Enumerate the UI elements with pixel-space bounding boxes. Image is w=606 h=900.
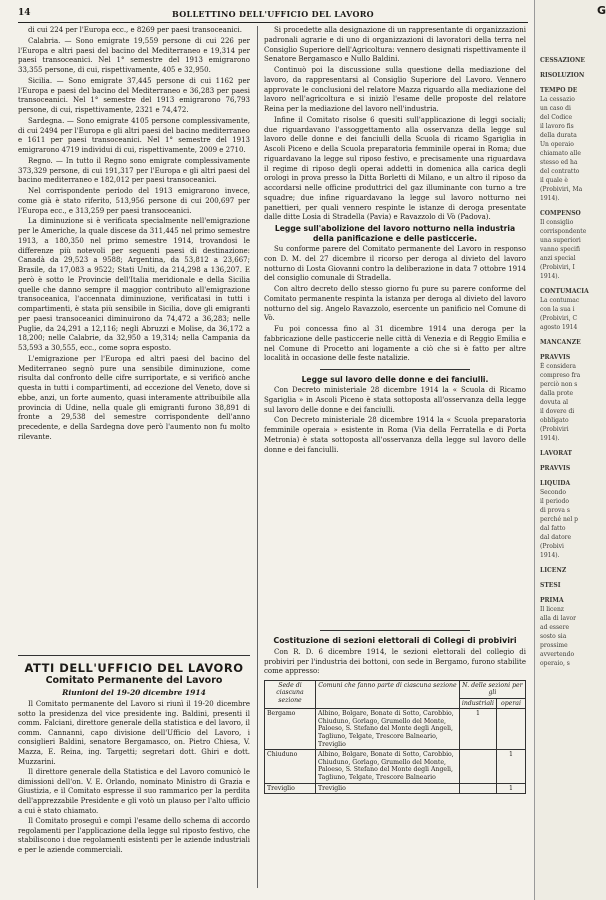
atti-title: ATTI DELL'UFFICIO DEL LAVORO [24, 661, 244, 675]
cell-industriali [459, 750, 496, 783]
elections-section [264, 630, 526, 794]
strip-line: vanno specifi [540, 246, 580, 253]
header-comuni: Comuni che fanno parte di ciascuna sezione [316, 680, 460, 709]
page-number: 14 [18, 8, 31, 18]
strip-line: STESI [540, 582, 561, 589]
paragraph: Con Decreto ministeriale 28 dicembre 1914 la « Scuola di Ricamo Sgariglia » in Ascoli Piceno è stata sottoposta all'osservanza della legge sul lavoro delle donne e dei fanciulli. [264, 386, 526, 414]
cell-comuni: Treviglio [316, 783, 460, 794]
header-industriali: industriali [459, 698, 496, 709]
strip-line: La cessazio [540, 96, 575, 103]
strip-line: stesso ed ha [540, 159, 578, 166]
paragraph: Il Comitato proseguì e compì l'esame dello schema di accordo regolamenti per l'applicazione della legge sul riposto festivo, che stabiliscono i due regolamenti esistenti per le aziende industriali e per le aziende commerciali. [18, 817, 250, 854]
table-row [265, 750, 526, 783]
section-title-women-children: Legge sul lavoro delle donne e dei fanciulli. [301, 375, 489, 384]
strip-line: Il consiglio [540, 219, 574, 226]
strip-line: avvertendo [540, 651, 575, 658]
strip-line: del contratto [540, 168, 580, 175]
strip-line: del Codice [540, 114, 573, 121]
strip-line: PRAVVIS [540, 354, 571, 361]
strip-line: dovuta al [540, 399, 569, 406]
elections-title: Costituzione di sezioni elettorali di Collegi di probiviri [273, 636, 517, 645]
strip-line: prossime [540, 642, 568, 649]
atti-date: Riunioni del 19-20 dicembre 1914 [62, 688, 206, 697]
strip-line: (Probiviri [540, 426, 569, 433]
strip-line: dal datore [540, 534, 572, 541]
strip-line: 1914). [540, 552, 560, 559]
paragraph: Il Comitato permanente del Lavoro si riunì il 19-20 dicembre sotto la presidenza del vice presidente ing. Baldini, presenti il comm. Falciani, direttore generale della statistica e del lavoro, il comm. Cannanni, capo divisione dell'Ufficio del Lavoro, i consiglieri Baldini, senatore Bergamasco, on. Pietro Chiesa, V. Mazza, E. Reina, ing. Targetti; segretari dott. Ghiri e dott. Muzzarini. [18, 700, 250, 766]
left-column [18, 26, 250, 444]
paragraph: Regno. — In tutto il Regno sono emigrate complessivamente 373,329 persone, di cui 191,317 per l'Europa e gli altri paesi del bacino mediterraneo e 182,012 per paesi transoceanici. [18, 156, 250, 185]
strip-line: della durata [540, 132, 577, 139]
cell-sede: Treviglio [265, 783, 316, 794]
strip-line: LIQUIDA [540, 480, 571, 487]
strip-line: una superiori [540, 237, 581, 244]
strip-line: È considera [540, 363, 576, 370]
cell-comuni: Albino, Bolgare, Bonate di Sotto, Carobbio, Chiuduno, Gorlago, Grumello del Monte, Paloeso, S. Stefano del Monte degli Angeli, Tagliuno, Telgate, Trescore Balneario, Treviglio [316, 709, 460, 750]
paragraph: La diminuzione si è verificata specialmente nell'emigrazione per le Americhe, la quale discese da 311,445 nel primo semestre 1913, a 180,350 nel primo semestre 1914, trovandosi le differenze più notevoli per seguenti paesi di destinazione: Canadà da 29,523 a 9588; Argentina, da 53,812 a 23,667; Brasile, da 17,083 a 9522; Stati Uniti, da 214,298 a 136,207. E però è sotto le Provincie dell'Italia meridionale e della Sicilia quelle che danno sempre il maggior contributo all'emigrazione transoceanica, l'accennata diminuzione, verificatasi in tutti i compartimenti, è stata più sensibile in Sicilia, dove gli emigranti per paesi transoceanici diminuirono da 74,472 a 36,283; nelle Puglie, da 24,291 a 12,116; negli Abruzzi e Molise, da 36,172 a 18,200; nelle Calabrie, da 32,950 a 19,314; nella Campania da 53,593 a 30,555, ecc., come sopra esposto. [18, 217, 250, 352]
paragraph: Si procedette alla designazione di un rappresentante di organizzazioni padronali agrarie e di uno di organizzazioni di lavoratori della terra nel Consiglio Superiore dell'Agricoltura: vennero designati rispettivamente il Senatore Bergamasco e Nullo Baldini. [264, 26, 526, 64]
cell-operai: 1 [497, 750, 526, 783]
strip-line: Secondo [540, 489, 566, 496]
running-header [18, 6, 528, 23]
paragraph: di cui 224 per l'Europa ecc., e 8269 per paesi transoceanici. [28, 26, 242, 34]
right-top-paragraphs [264, 26, 526, 223]
strip-line: CONTUMACIA [540, 288, 589, 295]
strip-line: Un operaio [540, 141, 574, 148]
header-operai: operai [497, 698, 526, 709]
strip-line: il quale è [540, 177, 568, 184]
atti-section [18, 662, 250, 857]
paragraph: Nel corrispondente periodo del 1913 emigrarono invece, come già è stato riferito, 513,956 persone di cui 200,697 per l'Europa ecc., e 313,259 per paesi transoceanici. [18, 187, 250, 215]
strip-line: PRIMA [540, 597, 564, 604]
strip-line: corrispondente [540, 228, 587, 235]
separator [320, 630, 470, 631]
paragraph: Su conforme parere del Comitato permanente del Lavoro in responso con D. M. del 27 dicembre il ricorso per deroga al divieto del lavoro notturno di Losta Giovanni contro la deliberazione in data 7 ottobre 1914 del consiglio comunale di Stradella. [264, 245, 526, 283]
strip-line: perché nel p [540, 516, 579, 523]
table-row [265, 709, 526, 750]
right-column [264, 26, 526, 456]
strip-line: MANCANZE [540, 339, 581, 346]
strip-line: Il licenz [540, 606, 564, 613]
strip-line: chiamato alle [540, 150, 581, 157]
paragraph: Con altro decreto dello stesso giorno fu pure su parere conforme del Comitato permanente respinta la istanza per deroga al divieto del lavoro notturno del sig. Angelo Ravazzolo, esercente un panificio nel Comune di Vò. [264, 285, 526, 323]
elections-intro: Con R. D. 6 dicembre 1914, le sezioni elettorali del collegio di probiviri per l'industria dei bottoni, con sede in Bergamo, furono stabilite come appresso: [264, 648, 526, 675]
strip-line: LAVORAT [540, 450, 572, 457]
strip-line: (Probiviri, Ma [540, 186, 583, 193]
cell-comuni: Albino, Bolgare, Bonate di Sotto, Carobbio, Chiuduno, Gorlago, Grumello del Monte, Paloeso, S. Stefano del Monte degli Angeli, Tagliuno, Telgate, Trescore Balneario [316, 750, 460, 783]
strip-line: un caso di [540, 105, 571, 112]
strip-line: dalla prote [540, 390, 574, 397]
adjacent-page-letter: G [597, 4, 606, 17]
table-row [265, 783, 526, 794]
adjacent-page-strip [534, 0, 606, 900]
strip-line: 1914). [540, 273, 560, 280]
paragraph: Continuò poi la discussione sulla questione della mediazione del lavoro, da rappresentarsi al Consiglio Superiore del Lavoro. Vennero approvate le conclusioni del relatore Mazza riguardo alla mediazione del lavoro nell'agricoltura e si iniziò l'esame delle proposte del relatore Reina per la mediazione del lavoro nell'industria. [264, 66, 526, 113]
strip-line: il periodo [540, 498, 569, 505]
paragraph: Sicilia. — Sono emigrate 37,445 persone di cui 1162 per l'Europa e paesi del bacino del Mediterraneo e 36,283 per paesi transoceanici. Nel 1° semestre del 1913 emigrarono 76,793 persone, di cui, rispettivamente, 2321 e 74,472. [18, 76, 250, 114]
paragraph: Fu poi concessa fino al 31 dicembre 1914 una deroga per la fabbricazione delle pasticcerie nelle città di Venezia e di Reggio Emilia e nel Comune di Procetto ani logamente a ciò che si è fatto per altre località in occasione delle feste natalizie. [264, 325, 526, 363]
strip-line: (Probiviri, C [540, 315, 578, 322]
strip-line: agosto 1914 [540, 324, 578, 331]
separator [320, 369, 470, 370]
night-work-paragraphs [264, 245, 526, 364]
strip-line: TEMPO DE [540, 87, 578, 94]
section-divider [18, 655, 250, 656]
section-title-night-work: Legge sull'abolizione del lavoro notturno nella industria della panificazione e delle pasticcerie. [274, 224, 516, 243]
strip-line: CESSAZIONE [540, 57, 586, 64]
cell-industriali [459, 783, 496, 794]
cell-sede: Chiuduno [265, 750, 316, 783]
strip-line: 1914). [540, 195, 560, 202]
strip-line: obbligato [540, 417, 569, 424]
header-n-sezioni: N. delle sezioni per gli [459, 680, 525, 698]
paragraph: Infine il Comitato risolse 6 quesiti sull'applicazione di leggi sociali; due riguardavano l'assoggettamento alla osservanza della legge sul lavoro delle donne e dei fanciulli della Scuola di ricamo Sgariglia in Ascoli Piceno e della Scuola preparatoria femminile operai in Roma; due riguardavano la legge sul riposo festivo, e precisamente una riguardava il regime di riposo degli operai addetti in domenica alla carica degli orologi in prova presso la Ditta Borletti di Milano, e un altro il riposo da accordarsi nelle officine produttrici del gaz illuminante con turno a tre squadre; due infine riguardavano la legge sul lavoro notturno nei panettieri, per quali vennero respinte le istanze di deroga presentate dalle ditte Losia di Stradella (Pavia) e Ravazzolo di Vò (Padova). [264, 115, 526, 222]
paragraph: Calabria. — Sono emigrate 19,559 persone di cui 226 per l'Europa e altri paesi del bacino del Mediterraneo e 19,314 per paesi transoceanici. Nel 1° semestre del 1913 emigrarono 33,355 persone, di cui, rispettivamente, 405 e 32,950. [18, 36, 250, 74]
strip-line: RISOLUZION [540, 72, 585, 79]
strip-line: (Probivi [540, 543, 564, 550]
atti-paragraphs [18, 700, 250, 856]
strip-line: il lavoro fis [540, 123, 574, 130]
strip-line: ad essere [540, 624, 570, 631]
strip-line: sosto sia [540, 633, 567, 640]
strip-line: perciò non s [540, 381, 578, 388]
strip-line: COMPENSO [540, 210, 581, 217]
strip-line: PRAVVIS [540, 465, 571, 472]
women-children-paragraphs [264, 386, 526, 455]
header-sede: Sede di ciascuna sezione [265, 680, 316, 709]
strip-line: il dovere di [540, 408, 575, 415]
strip-line: anzi special [540, 255, 576, 262]
strip-line: compreso fra [540, 372, 581, 379]
strip-line: di prova s [540, 507, 570, 514]
paragraph: Il direttore generale della Statistica e del Lavoro comunicò le dimissioni dell'on. V. E. Orlando, nominato Ministro di Grazia e Giustizia, e il Comitato espresse il suo rammarico per la perdita dell'apprezzabile Presidente e gli votò un plauso per l'alto ufficio a cui è stato chiamato. [18, 768, 250, 815]
cell-sede: Bergamo [265, 709, 316, 750]
paragraph: Con Decreto ministeriale 28 dicembre 1914 la « Scuola preparatoria femminile operaia » esistente in Roma (Via della Ferratella e di Porta Metronia) è stata sottoposta all'osservanza della legge sul lavoro delle donne e dei fanciulli. [264, 416, 526, 454]
sections-table [264, 680, 526, 795]
strip-line: (Probiviri, I [540, 264, 575, 271]
strip-line: con la sua i [540, 306, 575, 313]
column-divider [257, 26, 258, 888]
strip-line: alla di lavor [540, 615, 576, 622]
strip-line: 1914). [540, 435, 560, 442]
cell-operai [497, 709, 526, 750]
cell-operai: 1 [497, 783, 526, 794]
atti-subtitle: Comitato Permanente del Lavoro [45, 675, 223, 686]
cell-industriali: 1 [459, 709, 496, 750]
paragraph: L'emigrazione per l'Europa ed altri paesi del bacino del Mediterraneo segnò pure una sensibile diminuzione, come risulta dal confronto delle cifre surriportate, e si verificò anche questa in tutti i compartimenti, ad eccezione del Veneto, dove si ebbe, anzi, un forte aumento, quasi interamente attribuibile alla provincia di Udine, nella quale gli emigranti furono 38,891 di fronte a 29,538 del semestre corrispondente dell'anno precedente, e della Sardegna dove però l'aumento non fu molto rilevante. [18, 354, 250, 441]
strip-line: LICENZ [540, 567, 567, 574]
adjacent-page-text [540, 50, 598, 668]
strip-line: La contumac [540, 297, 580, 304]
paragraph: Sardegna. — Sono emigrate 4105 persone complessivamente, di cui 2494 per l'Europa e gli altri paesi del bacino mediterraneo e 1611 per paesi transoceanici. Nel 1° semestre del 1913 emigrarono 4719 individui di cui, rispettivamente, 2009 e 2710. [18, 116, 250, 154]
running-title: BOLLETTINO DELL'UFFICIO DEL LAVORO [172, 9, 374, 19]
strip-line: operaio, s [540, 660, 570, 667]
strip-line: dal fatto [540, 525, 566, 532]
